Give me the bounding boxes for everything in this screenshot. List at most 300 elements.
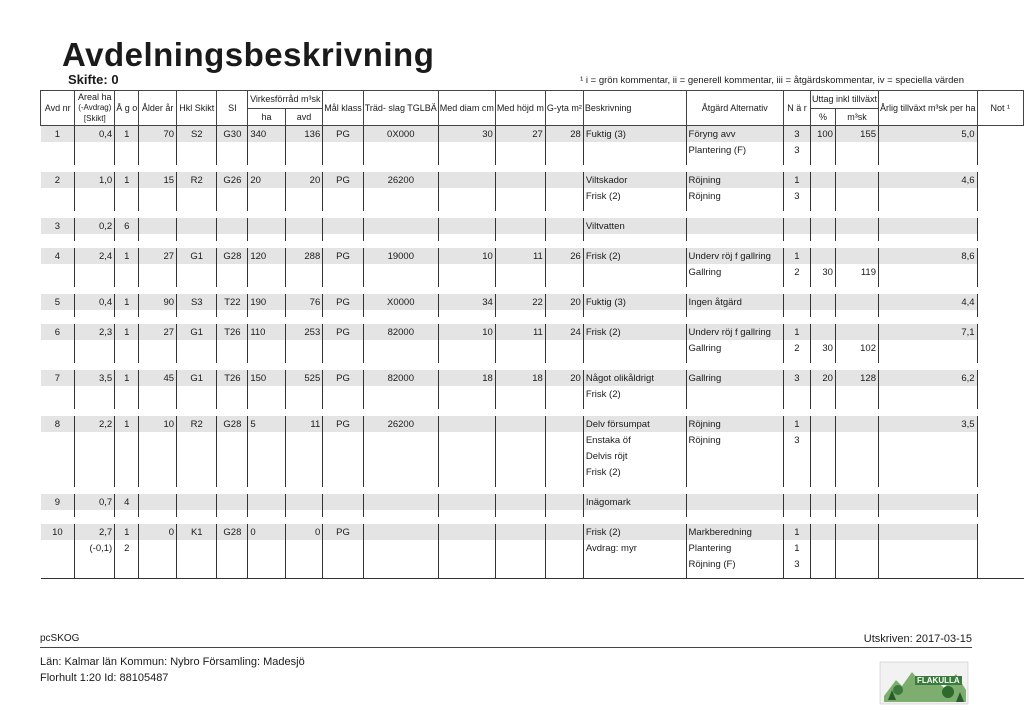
cell-virke-avd: 20 xyxy=(285,172,322,188)
spacer-cell xyxy=(783,165,810,172)
cell-si: G28 xyxy=(217,416,248,432)
spacer-cell xyxy=(977,280,1023,287)
cell-hkl xyxy=(177,556,217,572)
cell-atgard: Röjning xyxy=(686,188,783,204)
stand-description-table xyxy=(40,90,1024,579)
cell-arlig xyxy=(879,188,978,204)
cell-mal xyxy=(323,218,364,234)
spacer-cell xyxy=(285,402,322,409)
spacer-cell xyxy=(285,158,322,165)
cell-nar: 3 xyxy=(783,188,810,204)
header-nar: N ä r xyxy=(783,91,810,126)
row-spacer xyxy=(41,487,1024,494)
cell-medhojd xyxy=(495,142,545,158)
spacer-cell xyxy=(217,487,248,494)
row-spacer xyxy=(41,317,1024,324)
cell-not xyxy=(977,188,1023,204)
cell-alder: 70 xyxy=(139,126,177,143)
cell-uttag-pct: 20 xyxy=(810,370,835,386)
cell-uttag-pct xyxy=(810,494,835,510)
spacer-cell xyxy=(835,517,878,524)
spacer-cell xyxy=(75,572,115,579)
cell-avd xyxy=(41,264,75,280)
cell-mal: PG xyxy=(323,524,364,540)
cell-si xyxy=(217,494,248,510)
spacer-cell xyxy=(783,158,810,165)
spacer-cell xyxy=(495,517,545,524)
cell-atgard: Röjning xyxy=(686,172,783,188)
spacer-cell xyxy=(115,280,139,287)
cell-virke-avd xyxy=(285,264,322,280)
cell-hkl: R2 xyxy=(177,416,217,432)
cell-uttag-m3 xyxy=(835,188,878,204)
spacer-cell xyxy=(363,517,438,524)
spacer-cell xyxy=(783,402,810,409)
cell-atgard: Ingen åtgärd xyxy=(686,294,783,310)
spacer-cell xyxy=(438,165,495,172)
spacer-cell xyxy=(810,158,835,165)
cell-alder xyxy=(139,540,177,556)
spacer-cell xyxy=(217,287,248,294)
spacer-cell xyxy=(835,241,878,248)
header-virke-avd: avd xyxy=(285,108,322,126)
cell-atgard: Gallring xyxy=(686,340,783,356)
cell-mal xyxy=(323,494,364,510)
table-row xyxy=(41,126,1024,143)
spacer-cell xyxy=(835,234,878,241)
header-tradslag: Träd- slag TGLBÄ xyxy=(363,91,438,126)
spacer-cell xyxy=(545,234,583,241)
spacer-cell xyxy=(686,480,783,487)
header-meddiam: Med diam cm xyxy=(438,91,495,126)
spacer-cell xyxy=(115,317,139,324)
spacer-cell xyxy=(783,204,810,211)
cell-hkl xyxy=(177,448,217,464)
cell-alder xyxy=(139,464,177,480)
spacer-cell xyxy=(323,165,364,172)
cell-areal: 2,4 xyxy=(75,248,115,264)
cell-atgard: Plantering xyxy=(686,540,783,556)
header-gyta: G-yta m² xyxy=(545,91,583,126)
spacer-cell xyxy=(783,287,810,294)
spacer-cell xyxy=(495,480,545,487)
footer-program: pcSKOG xyxy=(40,633,80,644)
cell-uttag-m3 xyxy=(835,142,878,158)
spacer-cell xyxy=(217,317,248,324)
cell-alder xyxy=(139,340,177,356)
cell-arlig: 5,0 xyxy=(879,126,978,143)
spacer-cell xyxy=(879,356,978,363)
spacer-cell xyxy=(783,310,810,317)
spacer-cell xyxy=(879,165,978,172)
cell-gyta xyxy=(545,188,583,204)
cell-areal: 3,5 xyxy=(75,370,115,386)
spacer-cell xyxy=(323,510,364,517)
row-spacer xyxy=(41,287,1024,294)
cell-mal: PG xyxy=(323,294,364,310)
spacer-cell xyxy=(583,317,686,324)
spacer-cell xyxy=(285,234,322,241)
spacer-cell xyxy=(177,480,217,487)
cell-meddiam xyxy=(438,386,495,402)
cell-arlig xyxy=(879,448,978,464)
spacer-cell xyxy=(879,363,978,370)
spacer-cell xyxy=(783,517,810,524)
spacer-cell xyxy=(41,204,75,211)
cell-meddiam xyxy=(438,556,495,572)
cell-virke-avd: 0 xyxy=(285,524,322,540)
spacer-cell xyxy=(977,517,1023,524)
spacer-cell xyxy=(323,204,364,211)
spacer-cell xyxy=(495,165,545,172)
table-body xyxy=(41,126,1024,579)
spacer-cell xyxy=(438,572,495,579)
spacer-cell xyxy=(323,363,364,370)
spacer-cell xyxy=(115,204,139,211)
spacer-cell xyxy=(139,241,177,248)
cell-areal: 0,7 xyxy=(75,494,115,510)
spacer-cell xyxy=(686,158,783,165)
cell-ago xyxy=(115,340,139,356)
cell-medhojd: 27 xyxy=(495,126,545,143)
table-row xyxy=(41,370,1024,386)
spacer-cell xyxy=(583,480,686,487)
spacer-cell xyxy=(835,158,878,165)
spacer-cell xyxy=(810,510,835,517)
cell-uttag-m3: 128 xyxy=(835,370,878,386)
cell-beskrivning: Viltskador xyxy=(583,172,686,188)
spacer-cell xyxy=(495,211,545,218)
spacer-cell xyxy=(75,310,115,317)
spacer-cell xyxy=(810,317,835,324)
row-spacer xyxy=(41,211,1024,218)
spacer-cell xyxy=(248,211,285,218)
cell-meddiam xyxy=(438,432,495,448)
cell-medhojd xyxy=(495,432,545,448)
spacer-cell xyxy=(545,241,583,248)
header-uttag-pct: % xyxy=(810,108,835,126)
spacer-cell xyxy=(363,363,438,370)
spacer-cell xyxy=(977,287,1023,294)
spacer-cell xyxy=(835,510,878,517)
spacer-cell xyxy=(363,480,438,487)
spacer-cell xyxy=(686,356,783,363)
spacer-cell xyxy=(217,280,248,287)
spacer-cell xyxy=(545,517,583,524)
spacer-cell xyxy=(75,241,115,248)
cell-uttag-m3 xyxy=(835,524,878,540)
cell-avd: 9 xyxy=(41,494,75,510)
cell-nar: 1 xyxy=(783,324,810,340)
cell-avd: 1 xyxy=(41,126,75,143)
spacer-cell xyxy=(248,287,285,294)
spacer-cell xyxy=(363,317,438,324)
spacer-cell xyxy=(810,287,835,294)
cell-areal: 0,4 xyxy=(75,294,115,310)
spacer-cell xyxy=(323,356,364,363)
spacer-cell xyxy=(495,510,545,517)
cell-meddiam xyxy=(438,448,495,464)
spacer-cell xyxy=(139,517,177,524)
cell-si: T26 xyxy=(217,324,248,340)
spacer-cell xyxy=(248,158,285,165)
spacer-cell xyxy=(363,211,438,218)
cell-tradslag xyxy=(363,386,438,402)
spacer-cell xyxy=(41,317,75,324)
spacer-cell xyxy=(545,480,583,487)
cell-tradslag xyxy=(363,556,438,572)
row-spacer xyxy=(41,517,1024,524)
spacer-cell xyxy=(248,204,285,211)
cell-areal: 0,4 xyxy=(75,126,115,143)
header-medhojd: Med höjd m xyxy=(495,91,545,126)
table-row xyxy=(41,324,1024,340)
cell-ago xyxy=(115,464,139,480)
cell-gyta xyxy=(545,340,583,356)
spacer-cell xyxy=(495,487,545,494)
cell-mal xyxy=(323,142,364,158)
cell-hkl xyxy=(177,264,217,280)
cell-tradslag: 19000 xyxy=(363,248,438,264)
cell-si xyxy=(217,432,248,448)
cell-mal xyxy=(323,556,364,572)
spacer-cell xyxy=(177,487,217,494)
cell-medhojd xyxy=(495,386,545,402)
spacer-cell xyxy=(115,363,139,370)
cell-arlig: 7,1 xyxy=(879,324,978,340)
spacer-cell xyxy=(835,572,878,579)
spacer-cell xyxy=(115,158,139,165)
cell-virke-ha: 150 xyxy=(248,370,285,386)
cell-hkl: G1 xyxy=(177,324,217,340)
spacer-cell xyxy=(879,480,978,487)
spacer-cell xyxy=(285,204,322,211)
cell-avd: 8 xyxy=(41,416,75,432)
cell-nar: 1 xyxy=(783,248,810,264)
spacer-cell xyxy=(810,211,835,218)
spacer-cell xyxy=(41,402,75,409)
cell-si xyxy=(217,264,248,280)
row-spacer xyxy=(41,204,1024,211)
spacer-cell xyxy=(583,363,686,370)
spacer-cell xyxy=(115,165,139,172)
spacer-cell xyxy=(686,409,783,416)
spacer-cell xyxy=(41,310,75,317)
cell-nar xyxy=(783,294,810,310)
spacer-cell xyxy=(41,241,75,248)
spacer-cell xyxy=(810,572,835,579)
table-row xyxy=(41,172,1024,188)
cell-virke-avd: 11 xyxy=(285,416,322,432)
spacer-cell xyxy=(177,165,217,172)
cell-avd: 3 xyxy=(41,218,75,234)
spacer-cell xyxy=(115,402,139,409)
table-row xyxy=(41,432,1024,448)
cell-virke-avd xyxy=(285,188,322,204)
cell-alder xyxy=(139,448,177,464)
spacer-cell xyxy=(41,480,75,487)
cell-meddiam xyxy=(438,340,495,356)
cell-atgard: Gallring xyxy=(686,264,783,280)
spacer-cell xyxy=(363,409,438,416)
cell-beskrivning: Inägomark xyxy=(583,494,686,510)
cell-hkl xyxy=(177,188,217,204)
spacer-cell xyxy=(177,572,217,579)
cell-meddiam xyxy=(438,264,495,280)
spacer-cell xyxy=(438,310,495,317)
cell-beskrivning xyxy=(583,340,686,356)
cell-avd: 5 xyxy=(41,294,75,310)
cell-gyta xyxy=(545,264,583,280)
spacer-cell xyxy=(977,409,1023,416)
cell-uttag-m3 xyxy=(835,172,878,188)
table-row xyxy=(41,294,1024,310)
spacer-cell xyxy=(115,572,139,579)
spacer-cell xyxy=(323,572,364,579)
spacer-cell xyxy=(810,310,835,317)
spacer-cell xyxy=(438,480,495,487)
cell-areal xyxy=(75,386,115,402)
cell-nar: 3 xyxy=(783,432,810,448)
cell-medhojd xyxy=(495,218,545,234)
cell-alder xyxy=(139,432,177,448)
cell-hkl xyxy=(177,432,217,448)
spacer-cell xyxy=(177,234,217,241)
cell-virke-ha: 110 xyxy=(248,324,285,340)
cell-uttag-pct xyxy=(810,248,835,264)
cell-arlig xyxy=(879,218,978,234)
cell-virke-avd xyxy=(285,218,322,234)
cell-alder: 0 xyxy=(139,524,177,540)
cell-gyta xyxy=(545,524,583,540)
cell-ago: 4 xyxy=(115,494,139,510)
cell-meddiam xyxy=(438,524,495,540)
spacer-cell xyxy=(285,211,322,218)
spacer-cell xyxy=(139,409,177,416)
cell-arlig xyxy=(879,464,978,480)
cell-si: T22 xyxy=(217,294,248,310)
cell-hkl: K1 xyxy=(177,524,217,540)
spacer-cell xyxy=(438,517,495,524)
spacer-cell xyxy=(217,572,248,579)
cell-virke-avd: 288 xyxy=(285,248,322,264)
cell-gyta xyxy=(545,142,583,158)
table-row xyxy=(41,248,1024,264)
cell-tradslag xyxy=(363,264,438,280)
spacer-cell xyxy=(363,487,438,494)
skifte-label: Skifte: 0 xyxy=(68,72,119,87)
spacer-cell xyxy=(248,280,285,287)
row-spacer xyxy=(41,363,1024,370)
logo-text: FLAKULLA xyxy=(917,676,960,685)
spacer-cell xyxy=(583,510,686,517)
header-ago: Å g o xyxy=(115,91,139,126)
cell-alder: 15 xyxy=(139,172,177,188)
header-avd: Avd nr xyxy=(41,91,75,126)
spacer-cell xyxy=(285,487,322,494)
cell-virke-ha xyxy=(248,432,285,448)
spacer-cell xyxy=(248,402,285,409)
cell-gyta: 20 xyxy=(545,370,583,386)
cell-mal xyxy=(323,188,364,204)
spacer-cell xyxy=(545,280,583,287)
cell-areal: (-0,1) xyxy=(75,540,115,556)
cell-not xyxy=(977,494,1023,510)
spacer-cell xyxy=(285,241,322,248)
cell-arlig xyxy=(879,432,978,448)
cell-uttag-pct xyxy=(810,448,835,464)
cell-uttag-m3 xyxy=(835,448,878,464)
spacer-cell xyxy=(139,402,177,409)
spacer-cell xyxy=(835,204,878,211)
spacer-cell xyxy=(583,402,686,409)
spacer-cell xyxy=(545,310,583,317)
spacer-cell xyxy=(285,480,322,487)
cell-ago: 1 xyxy=(115,248,139,264)
cell-si xyxy=(217,142,248,158)
cell-beskrivning xyxy=(583,142,686,158)
cell-nar xyxy=(783,386,810,402)
cell-medhojd: 11 xyxy=(495,324,545,340)
spacer-cell xyxy=(438,363,495,370)
cell-medhojd xyxy=(495,494,545,510)
spacer-cell xyxy=(438,158,495,165)
spacer-cell xyxy=(879,572,978,579)
spacer-cell xyxy=(686,310,783,317)
spacer-cell xyxy=(248,363,285,370)
cell-hkl: S3 xyxy=(177,294,217,310)
cell-ago: 1 xyxy=(115,172,139,188)
cell-beskrivning xyxy=(583,556,686,572)
spacer-cell xyxy=(583,517,686,524)
spacer-cell xyxy=(115,234,139,241)
cell-beskrivning: Delvis röjt xyxy=(583,448,686,464)
cell-meddiam: 30 xyxy=(438,126,495,143)
cell-alder: 27 xyxy=(139,324,177,340)
cell-uttag-m3 xyxy=(835,324,878,340)
cell-virke-ha: 5 xyxy=(248,416,285,432)
cell-atgard: Röjning (F) xyxy=(686,556,783,572)
cell-atgard: Markberedning xyxy=(686,524,783,540)
spacer-cell xyxy=(438,234,495,241)
spacer-cell xyxy=(783,572,810,579)
spacer-cell xyxy=(545,158,583,165)
spacer-cell xyxy=(75,510,115,517)
spacer-cell xyxy=(495,317,545,324)
spacer-cell xyxy=(285,409,322,416)
spacer-cell xyxy=(545,363,583,370)
cell-avd: 4 xyxy=(41,248,75,264)
spacer-cell xyxy=(75,280,115,287)
cell-si xyxy=(217,556,248,572)
spacer-cell xyxy=(248,165,285,172)
spacer-cell xyxy=(363,241,438,248)
spacer-cell xyxy=(217,204,248,211)
cell-uttag-m3 xyxy=(835,416,878,432)
cell-mal: PG xyxy=(323,416,364,432)
header-arlig: Årlig tillväxt m³sk per ha xyxy=(879,91,978,126)
spacer-cell xyxy=(495,234,545,241)
spacer-cell xyxy=(115,241,139,248)
row-spacer xyxy=(41,402,1024,409)
cell-nar: 1 xyxy=(783,172,810,188)
cell-uttag-pct xyxy=(810,386,835,402)
cell-ago: 2 xyxy=(115,540,139,556)
spacer-cell xyxy=(248,517,285,524)
table-row xyxy=(41,340,1024,356)
cell-ago: 1 xyxy=(115,126,139,143)
spacer-cell xyxy=(495,280,545,287)
